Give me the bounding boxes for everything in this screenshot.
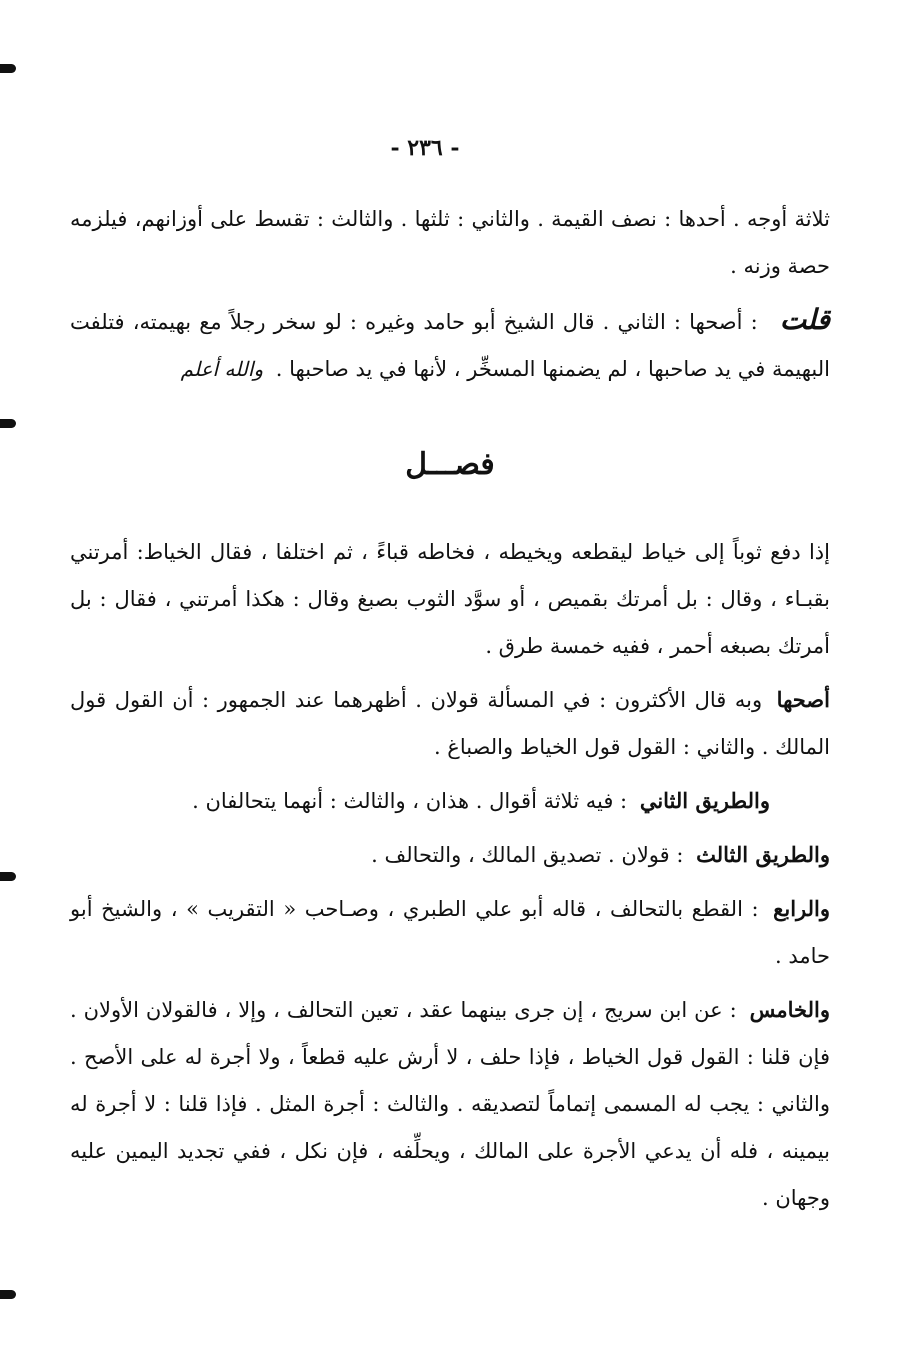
paragraph-3-text: : فيه ثلاثة أقوال . هذان ، والثالث : أنهما يتحالفان .: [192, 789, 628, 813]
scan-edge-mark: [0, 419, 16, 428]
paragraph-6: [70, 986, 830, 1222]
paragraph-2-lead: أصحها: [776, 687, 830, 712]
paragraph-4: [70, 831, 830, 879]
paragraph-5-text: : القطع بالتحالف ، قاله أبو علي الطبري ، وصـاحب « التقريب » ، والشيخ أبو حامد .: [70, 897, 830, 968]
paragraph-4-lead: والطريق الثالث: [696, 842, 830, 867]
qult-paragraph: [70, 296, 830, 393]
paragraph-3-lead: والطريق الثاني: [639, 788, 770, 813]
paragraph-4-text: : قولان . تصديق المالك ، والتحالف .: [371, 843, 684, 867]
paragraph-5-lead: والرابع: [773, 896, 830, 921]
paragraph-1: [70, 529, 830, 670]
page-body: [70, 196, 830, 1228]
top-text: [70, 196, 830, 290]
qult-closing: والله أعلم: [180, 357, 264, 381]
paragraph-2: [70, 676, 830, 771]
paragraph-1-text: إذا دفع ثوباً إلى خياط ليقطعه ويخيطه ، فخاطه قباءً ، ثم اختلفا ، فقال الخياط: أمرتني بقبـاء ، وقال : بل أمرتك بقميص ، أو سوَّد الثوب بصبغ وقال : هكذا أمرتني ، فقال : بل أمرتك بصبغه أحمر ، ففيه خمسة طرق .: [70, 540, 830, 658]
top-text-line1: ثلاثة أوجه . أحدها : نصف القيمة . والثاني : ثلثها . والثالث : تقسط على أوزانهم،: [134, 207, 830, 231]
paragraph-3: [70, 777, 770, 825]
paragraph-2-text: وبه قال الأكثرون : في المسألة قولان . أظهرهما عند الجمهور : أن القول قول المالك . والثاني : القول قول الخياط والصباغ .: [70, 688, 830, 759]
paragraph-6-text: : عن ابن سريج ، إن جرى بينهما عقد ، تعين التحالف ، وإلا ، فالقولان الأولان . فإن قلنا : القول قول الخياط ، فإذا حلف ، لا أرش عليه قطعاً ، ولا أجرة له على الأصح . والثاني : يجب له المسمى إتماماً لتصديقه . والثالث : أجرة المثل . فإذا قلنا : لا أجرة له بيمينه ، فله أن يدعي الأجرة على المالك ، ويحلِّفه ، فإن نكل ، ففي تجديد اليمين عليه وجهان .: [70, 998, 830, 1210]
scan-edge-mark: [0, 64, 16, 73]
qult-label: قلت: [779, 303, 830, 336]
scan-edge-mark: [0, 872, 16, 881]
page-number: - ٢٣٦ -: [390, 135, 460, 161]
qult-text: : أصحها : الثاني . قال الشيخ أبو حامد وغيره : لو سخر رجلاً مع بهيمته، فتلفت البهيمة في يد صاحبها ، لم يضمنها المسخِّر ، لأنها في يد صاحبها .: [70, 310, 830, 381]
section-heading: فصـــل: [405, 447, 495, 482]
paragraph-5: [70, 885, 830, 980]
top-text-line2: فيلزمه حصة وزنه .: [70, 207, 830, 278]
paragraph-6-lead: والخامس: [749, 997, 830, 1022]
scan-edge-mark: [0, 1290, 16, 1299]
